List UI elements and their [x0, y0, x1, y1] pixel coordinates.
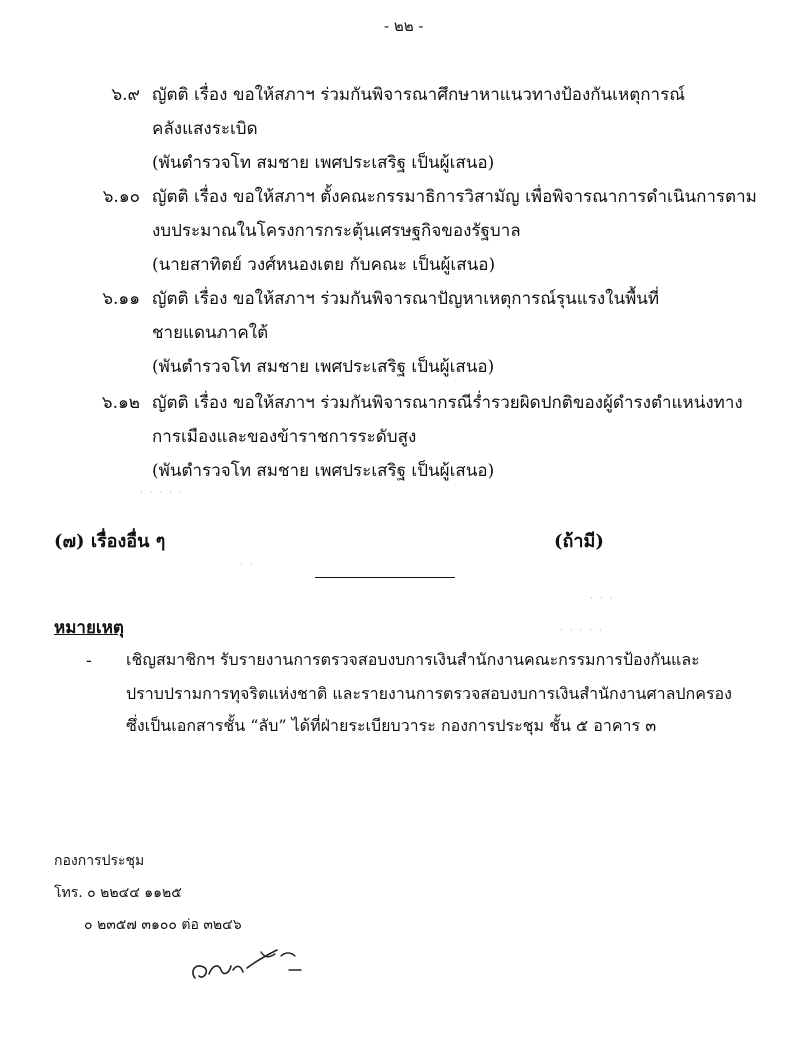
item-line: คลังแสงระเบิด	[152, 119, 258, 139]
item-number: ๖.๑๑	[102, 289, 140, 309]
item-proposer: (พันตำรวจโท สมชาย เพศประเสริฐ เป็นผู้เสนอ)	[152, 153, 495, 173]
divider	[315, 577, 455, 578]
note-bullet: -	[86, 651, 92, 671]
handwritten-signature	[185, 940, 315, 990]
footer-tel-ext: ๐ ๒๓๕๗ ๓๑๐๐ ต่อ ๓๒๔๖	[84, 917, 242, 933]
item-number: ๖.๑๐	[102, 187, 140, 207]
item-line: ชายแดนภาคใต้	[152, 323, 269, 343]
note-line: ปราบปรามการทุจริตแห่งชาติ และรายงานการตรวจสอบงบการเงินสำนักงานศาลปกครอง	[126, 684, 732, 703]
item-line: ญัตติ เรื่อง ขอให้สภาฯ ตั้งคณะกรรมาธิการวิสามัญ เพื่อพิจารณาการดำเนินการตาม	[152, 187, 757, 207]
item-proposer: (พันตำรวจโท สมชาย เพศประเสริฐ เป็นผู้เสนอ)	[152, 461, 495, 481]
item-number: ๖.๙	[111, 85, 140, 105]
note-line: ซึ่งเป็นเอกสารชั้น “ลับ” ได้ที่ฝ่ายระเบียบวาระ กองการประชุม ชั้น ๕ อาคาร ๓	[126, 716, 657, 735]
item-line: การเมืองและของข้าราชการระดับสูง	[152, 427, 417, 447]
item-line: ญัตติ เรื่อง ขอให้สภาฯ ร่วมกันพิจารณาปัญหาเหตุการณ์รุนแรงในพื้นที่	[152, 289, 660, 309]
scan-noise: · · ·	[590, 594, 615, 604]
item-line: งบประมาณในโครงการกระตุ้นเศรษฐกิจของรัฐบาล	[152, 221, 521, 241]
item-line: ญัตติ เรื่อง ขอให้สภาฯ ร่วมกันพิจารณากรณีร่ำรวยผิดปกติของผู้ดำรงตำแหน่งทาง	[152, 393, 743, 413]
item-proposer: (พันตำรวจโท สมชาย เพศประเสริฐ เป็นผู้เสนอ)	[152, 357, 495, 377]
section-title: (๗) เรื่องอื่น ๆ	[54, 531, 166, 552]
item-number: ๖.๑๒	[101, 393, 140, 413]
scan-noise: · · · · ·	[140, 488, 184, 498]
footer-tel: โทร. ๐ ๒๒๔๔ ๑๑๒๕	[54, 885, 182, 901]
item-proposer: (นายสาทิตย์ วงศ์หนองเตย กับคณะ เป็นผู้เสนอ)	[152, 255, 496, 275]
footer-office: กองการประชุม	[54, 853, 145, 869]
scan-noise: · ·	[240, 560, 255, 570]
note-heading: หมายเหตุ	[54, 618, 124, 638]
note-line: เชิญสมาชิกฯ รับรายงานการตรวจสอบงบการเงินสำนักงานคณะกรรมการป้องกันและ	[126, 650, 700, 669]
scan-noise: · · · · ·	[560, 626, 604, 636]
page-number: - ๒๒ -	[384, 17, 424, 35]
item-line: ญัตติ เรื่อง ขอให้สภาฯ ร่วมกันพิจารณาศึกษาหาแนวทางป้องกันเหตุการณ์	[152, 85, 685, 105]
section-if-any: (ถ้ามี)	[554, 531, 604, 552]
